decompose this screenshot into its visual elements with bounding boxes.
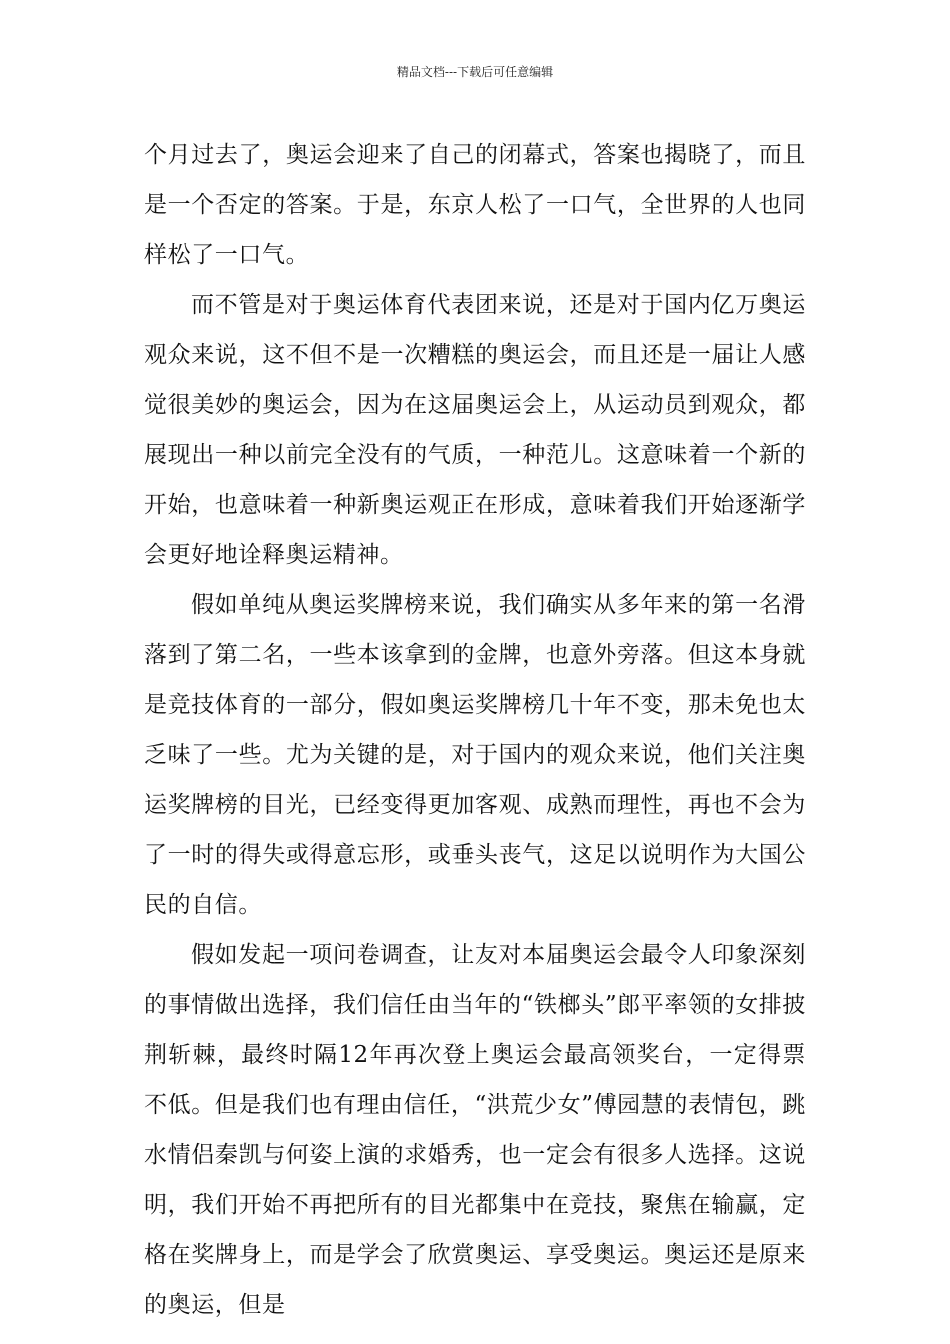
paragraph-2: 而不管是对于奥运体育代表团来说，还是对于国内亿万奥运观众来说，这不但不是一次糟糕的奥运会，而且还是一届让人感觉很美妙的奥运会，因为在这届奥运会上，从运动员到观众，都展现出一种以前完全没有的气质，一种范儿。这意味着一个新的开始，也意味着一种新奥运观正在形成，意味着我们开始逐渐学会更好地诠释奥运精神。 [144, 292, 806, 568]
page-header: 精品文档---下载后可任意编辑 [396, 65, 554, 79]
paragraph-3: 假如单纯从奥运奖牌榜来说，我们确实从多年来的第一名滑落到了第二名，一些本该拿到的金牌，也意外旁落。但这本身就是竞技体育的一部分，假如奥运奖牌榜几十年不变，那未免也太乏味了一些。尤为关键的是，对于国内的观众来说，他们关注奥运奖牌榜的目光，已经变得更加客观、成熟而理性，再也不会为了一时的得失或得意忘形，或垂头丧气，这足以说明作为大国公民的自信。 [144, 592, 806, 918]
document-body [144, 130, 806, 1330]
paragraph-1: 个月过去了，奥运会迎来了自己的闭幕式，答案也揭晓了，而且是一个否定的答案。于是，东京人松了一口气，全世界的人也同样松了一口气。 [144, 142, 806, 268]
paragraph-4: 假如发起一项问卷调查，让友对本届奥运会最令人印象深刻的事情做出选择，我们信任由当年的“铁榔头”郎平率领的女排披荆斩棘，最终时隔12年再次登上奥运会最高领奖台，一定得票不低。但是我们也有理由信任，“洪荒少女”傅园慧的表情包，跳水情侣秦凯与何姿上演的求婚秀，也一定会有很多人选择。这说明，我们开始不再把所有的目光都集中在竞技，聚焦在输赢，定格在奖牌身上，而是学会了欣赏奥运、享受奥运。奥运还是原来的奥运，但是 [144, 942, 806, 1318]
